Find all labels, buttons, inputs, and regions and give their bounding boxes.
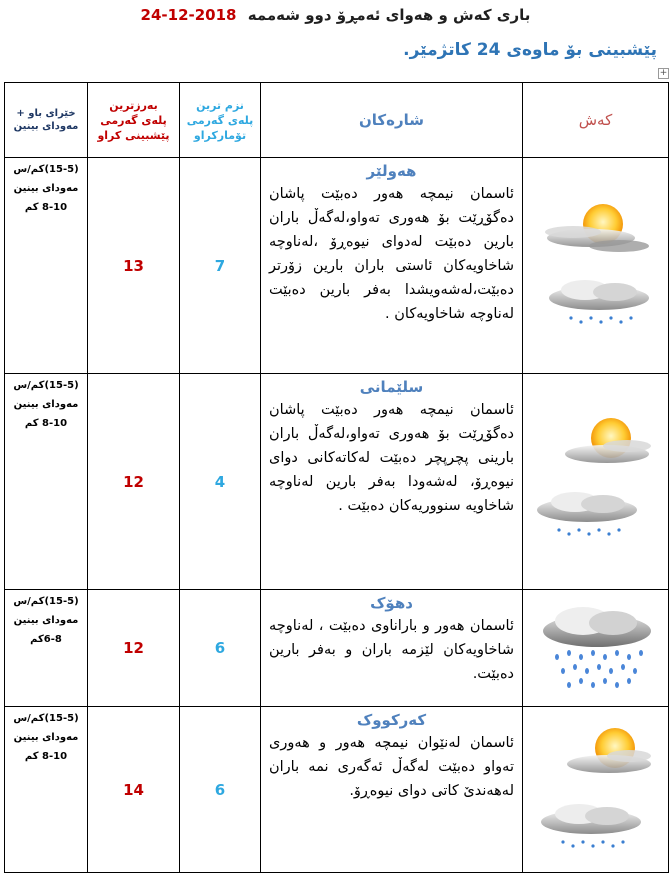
heavy-rain-cloud-icon bbox=[543, 607, 651, 688]
forecast-description: ئاسمان نیمچە هەور دەبێت پاشان دەگۆڕێت بۆ هەوری تەواو،لەگەڵ باران بارین دەبێت لەدوای نیوەڕۆ ،لەناوچە شاخاویەکان ئاستی باران بارین زۆرتر دەبێت،لەشەویشدا بەفر بارین دەبێت لەناوچە شاخاویەکان . bbox=[269, 186, 514, 322]
table-row bbox=[5, 590, 669, 707]
header-min-temp: نزم ترین پلەی گەرمی تۆمارکراو bbox=[180, 83, 261, 158]
weather-icon-cell bbox=[523, 374, 669, 590]
header-weather: کەش bbox=[523, 83, 669, 158]
city-name: کەرکووک bbox=[356, 711, 427, 729]
city-cell bbox=[261, 707, 523, 873]
rain-cloud-icon bbox=[537, 492, 637, 536]
forecast-subtitle: پێشبینی بۆ ماوەی 24 کاتژمێر. bbox=[403, 40, 657, 60]
table-row bbox=[5, 707, 669, 873]
partly-cloudy-sun-icon bbox=[565, 418, 651, 463]
wind-visibility-cell: (15-5)کم/س مەودای بینین 8-10 کم bbox=[5, 707, 88, 873]
max-temp-cell: 12 bbox=[88, 590, 180, 707]
forecast-description: ئاسمان هەور و باراناوی دەبێت ، لەناوچە شاخاویەکان لێزمە باران و بەفر بارین دەبێت. bbox=[269, 618, 514, 682]
partly-cloudy-sun-icon bbox=[545, 204, 649, 252]
city-cell bbox=[261, 158, 523, 374]
table-header-row bbox=[5, 83, 669, 158]
min-temp-cell: 4 bbox=[180, 374, 261, 590]
header-cities: شارەکان bbox=[261, 83, 523, 158]
rain-cloud-icon bbox=[549, 280, 649, 324]
forecast-description: ئاسمان لەنێوان نیمچە هەور و هەوری تەواو دەبێت لەگەڵ ئەگەری نمە باران لەهەندێ کاتی دوای نیوەڕۆ. bbox=[269, 735, 514, 799]
city-name: سلێمانی bbox=[359, 378, 424, 396]
weather-icon-cell bbox=[523, 158, 669, 374]
weather-icon-cell bbox=[523, 707, 669, 873]
wind-visibility-cell: (15-5)کم/س مەودای بینین 6-8کم bbox=[5, 590, 88, 707]
city-cell bbox=[261, 590, 523, 707]
weather-icon-cell bbox=[523, 590, 669, 707]
wind-visibility-cell: (15-5)کم/س مەودای بینین 8-10 کم bbox=[5, 374, 88, 590]
min-temp-cell: 6 bbox=[180, 590, 261, 707]
header-wind-visibility: خێرای باو + مەودای بینین bbox=[5, 83, 88, 158]
table-row bbox=[5, 374, 669, 590]
table-move-handle-icon[interactable]: + bbox=[659, 68, 668, 78]
max-temp-cell: 13 bbox=[88, 158, 180, 374]
wind-visibility-cell: (15-5)کم/س مەودای بینین 8-10 کم bbox=[5, 158, 88, 374]
max-temp-cell: 12 bbox=[88, 374, 180, 590]
max-temp-cell: 14 bbox=[88, 707, 180, 873]
city-cell bbox=[261, 374, 523, 590]
min-temp-cell: 6 bbox=[180, 707, 261, 873]
partly-cloudy-sun-icon bbox=[567, 728, 651, 773]
weather-table bbox=[4, 82, 669, 873]
table-row bbox=[5, 158, 669, 374]
min-temp-cell: 7 bbox=[180, 158, 261, 374]
page-title bbox=[0, 6, 671, 24]
header-max-temp: بەرزترین پلەی گەرمی پێشبینی کراو bbox=[88, 83, 180, 158]
city-name: هەولێر bbox=[366, 162, 417, 180]
city-name: دهۆک bbox=[370, 594, 413, 612]
rain-cloud-icon bbox=[541, 804, 641, 848]
forecast-description: ئاسمان نیمچە هەور دەبێت پاشان دەگۆڕێت بۆ هەوری تەواو،لەگەڵ باران بارینی پچرپچر دەبێت لەکاتەکانی دوای نیوەڕۆ، لەشەودا بەفر بارین لەناوچە شاخاویە سنووریەکان دەبێت . bbox=[269, 402, 514, 514]
report-date: 24-12-2018 bbox=[140, 6, 237, 24]
report-title: باری کەش و هەوای ئەمڕۆ دوو شەممە bbox=[247, 6, 531, 24]
